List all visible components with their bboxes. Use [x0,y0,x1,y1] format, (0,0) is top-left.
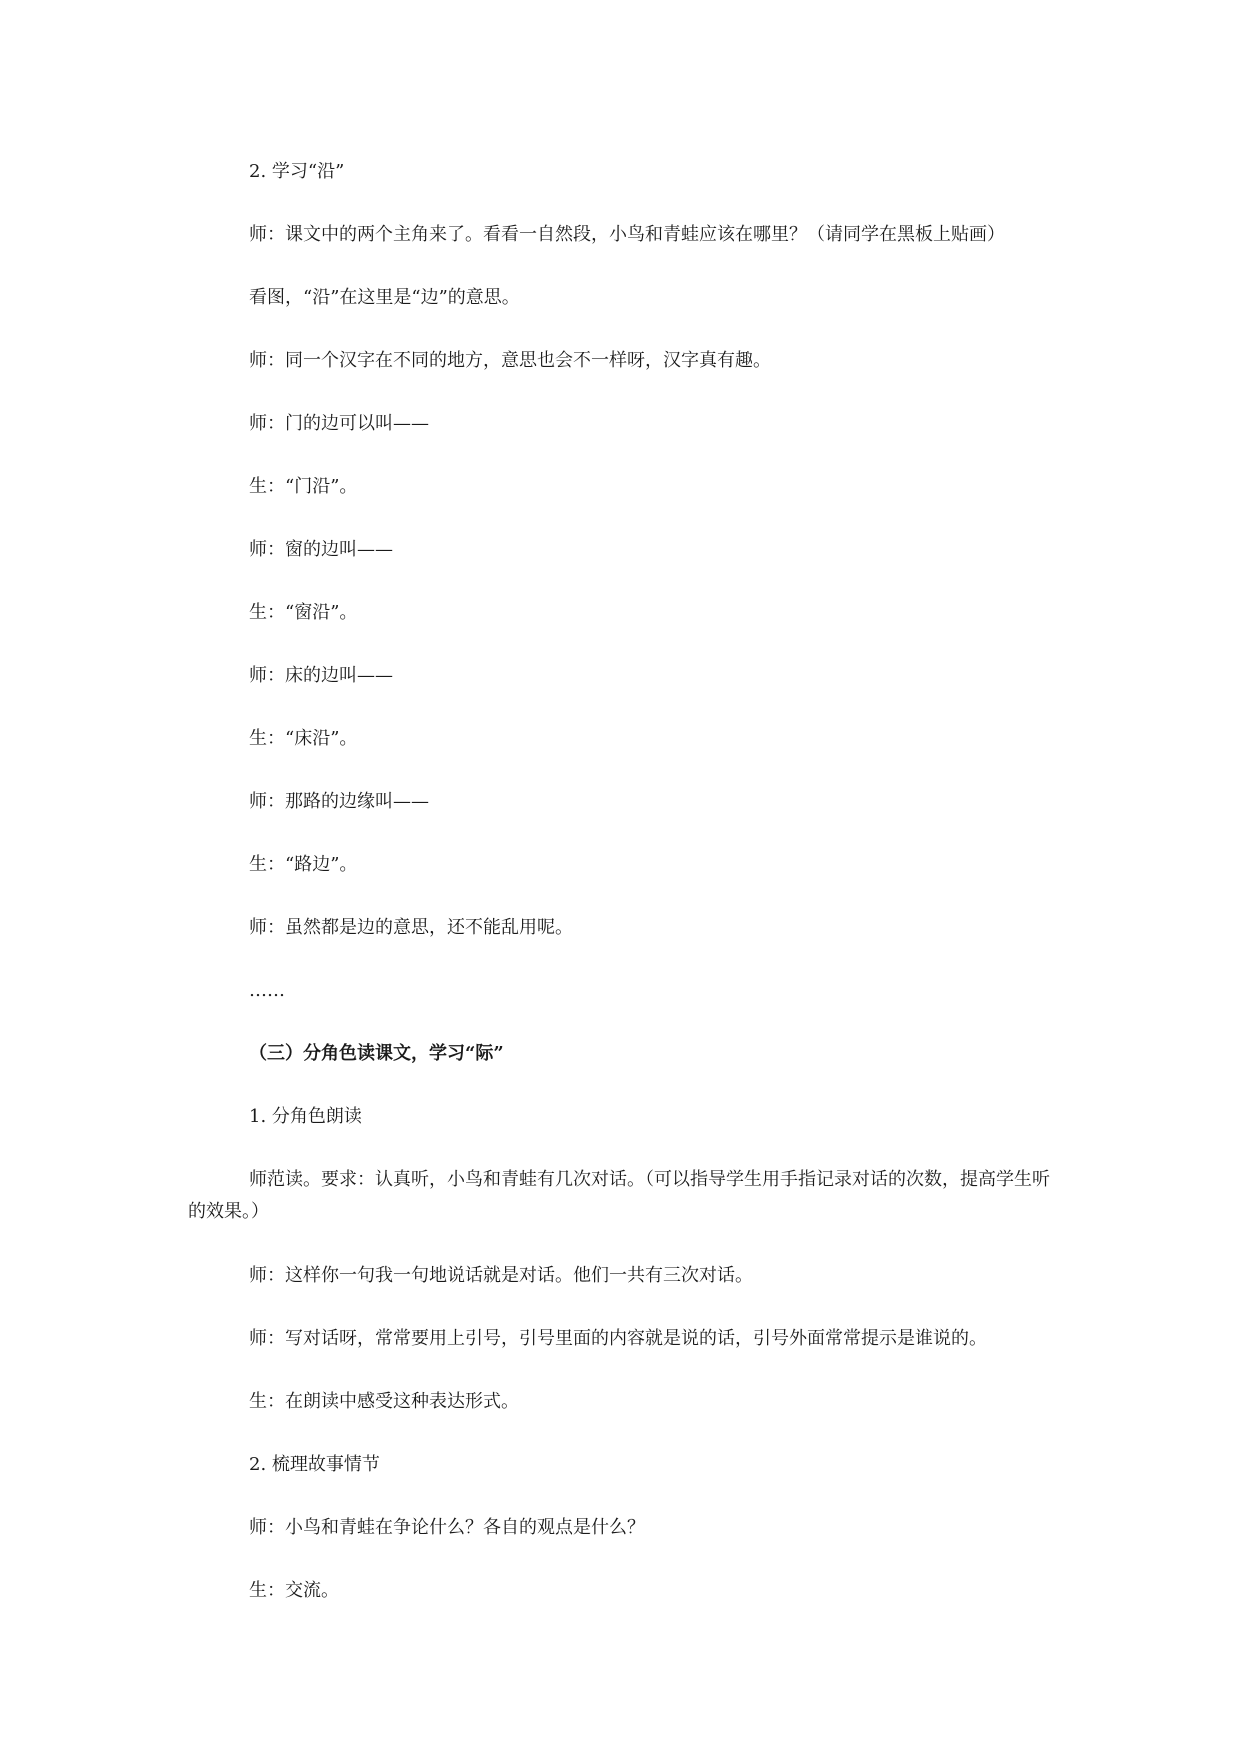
dialogue-line: 师：虽然都是边的意思，还不能乱用呢。 [249,917,573,938]
dialogue-line: 生：“路边”。 [249,854,358,875]
dialogue-line: 生：“窗沿”。 [249,602,358,623]
dialogue-line: 生：“门沿”。 [249,476,358,497]
dialogue-line: 师：窗的边叫—— [249,539,393,560]
dialogue-line: 师：那路的边缘叫—— [249,791,429,812]
paragraph-model-reading: 师范读。要求：认真听，小鸟和青蛙有几次对话。（可以指导学生用手指记录对话的次数，提高学生听的效果。） [188,1169,1050,1222]
dialogue-line: 师：同一个汉字在不同的地方，意思也会不一样呀，汉字真有趣。 [249,350,771,371]
text-line: 看图，“沿”在这里是“边”的意思。 [249,287,520,308]
dialogue-line: 师：这样你一句我一句地说话就是对话。他们一共有三次对话。 [249,1265,753,1286]
ellipsis: …… [249,980,285,1001]
dialogue-line: 师：小鸟和青蛙在争论什么？各自的观点是什么？ [249,1517,645,1538]
dialogue-line: 师：门的边可以叫—— [249,413,429,434]
subsection-heading-role-reading: 1. 分角色朗读 [249,1106,362,1127]
dialogue-line: 生：在朗读中感受这种表达形式。 [249,1391,519,1412]
subsection-heading-plot: 2. 梳理故事情节 [249,1454,380,1475]
subsection-heading-learn-yan: 2. 学习“沿” [249,161,345,182]
dialogue-line: 师：写对话呀，常常要用上引号，引号里面的内容就是说的话，引号外面常常提示是谁说的。 [249,1328,987,1349]
section-heading-three: （三）分角色读课文，学习“际” [249,1043,504,1064]
dialogue-line: 生：交流。 [249,1580,339,1601]
dialogue-line: 师：床的边叫—— [249,665,393,686]
dialogue-line: 生：“床沿”。 [249,728,358,749]
dialogue-line: 师：课文中的两个主角来了。看看一自然段，小鸟和青蛙应该在哪里？（请同学在黑板上贴画） [249,224,1005,245]
